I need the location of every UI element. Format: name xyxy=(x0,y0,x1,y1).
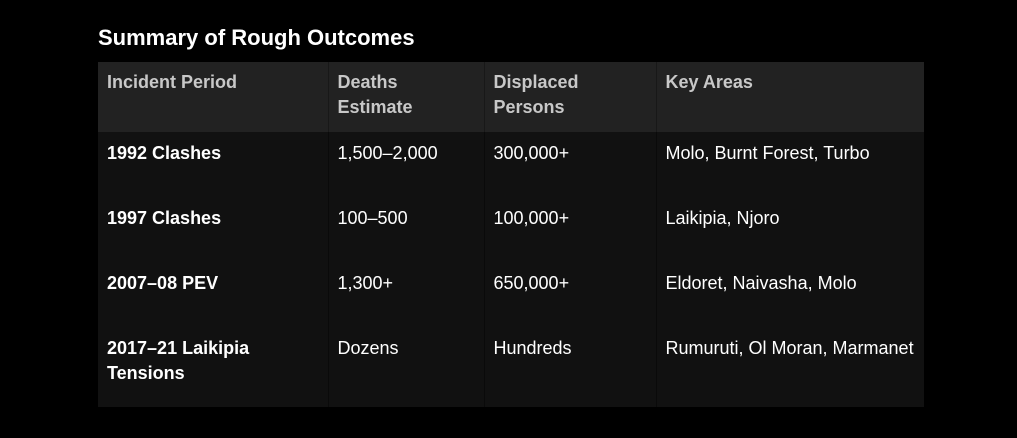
header-key-areas: Key Areas xyxy=(656,62,924,132)
cell-incident-period: 2007–08 PEV xyxy=(98,262,328,327)
outcomes-table xyxy=(98,62,924,407)
cell-deaths-estimate: 100–500 xyxy=(328,197,484,262)
header-deaths-estimate: Deaths Estimate xyxy=(328,62,484,132)
header-displaced-persons: Displaced Persons xyxy=(484,62,656,132)
header-incident-period: Incident Period xyxy=(98,62,328,132)
cell-key-areas: Laikipia, Njoro xyxy=(656,197,924,262)
cell-incident-period: 1992 Clashes xyxy=(98,132,328,197)
cell-displaced-persons: 300,000+ xyxy=(484,132,656,197)
cell-deaths-estimate: 1,500–2,000 xyxy=(328,132,484,197)
cell-displaced-persons: 650,000+ xyxy=(484,262,656,327)
cell-key-areas: Rumuruti, Ol Moran, Marmanet xyxy=(656,327,924,407)
cell-deaths-estimate: 1,300+ xyxy=(328,262,484,327)
cell-deaths-estimate: Dozens xyxy=(328,327,484,407)
table-row xyxy=(98,327,924,407)
cell-displaced-persons: Hundreds xyxy=(484,327,656,407)
cell-incident-period: 1997 Clashes xyxy=(98,197,328,262)
table-row xyxy=(98,197,924,262)
table-row xyxy=(98,132,924,197)
cell-key-areas: Eldoret, Naivasha, Molo xyxy=(656,262,924,327)
cell-incident-period: 2017–21 Laikipia Tensions xyxy=(98,327,328,407)
page-title: Summary of Rough Outcomes xyxy=(98,25,415,50)
table-row xyxy=(98,262,924,327)
table-header-row xyxy=(98,62,924,132)
cell-displaced-persons: 100,000+ xyxy=(484,197,656,262)
cell-key-areas: Molo, Burnt Forest, Turbo xyxy=(656,132,924,197)
